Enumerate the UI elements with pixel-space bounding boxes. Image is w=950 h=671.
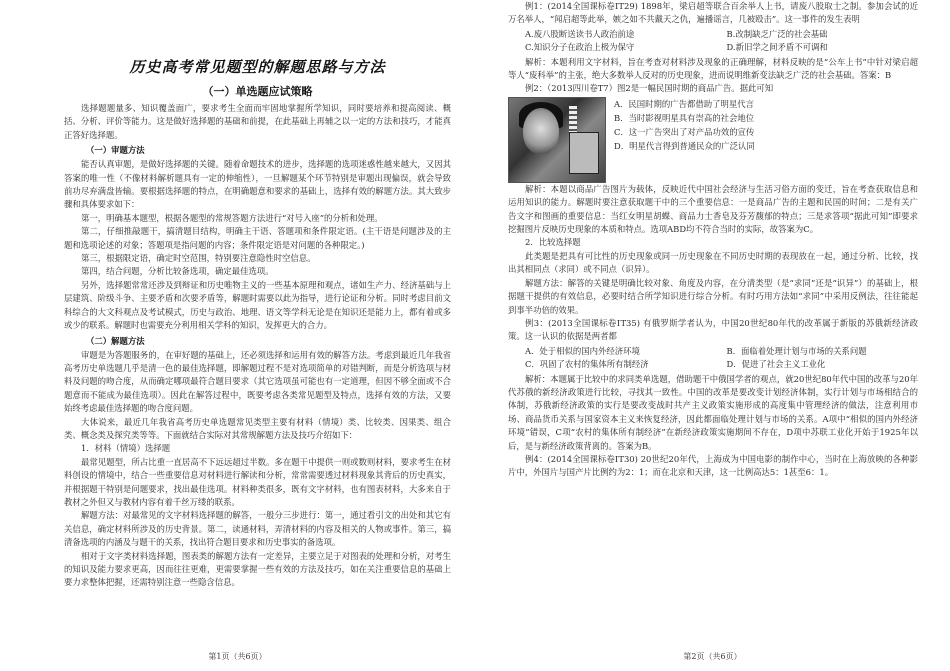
option: C．巩固了农村的集体所有制经济 — [525, 359, 649, 370]
option: D.新旧学之间矛盾不可调和 — [726, 42, 828, 53]
paragraph: 此类题是把具有可比性的历史现象或同一历史现象在不同历史时期的表现放在一起，通过分析、比较，找出其相同点（求同）或不同点（识异）。 — [508, 250, 918, 275]
paragraph: 解题方法：解答的关键是明确比较对象、角度及内容，在分清类型（是“求同”还是“识异”）的基础上，根据题干提供的有效信息，必要时结合所学知识进行综合分析。有时巧用方法如“求同”中采用反例法，往往能起到事半功倍的效果。 — [508, 277, 918, 315]
example-2-analysis: 解析：本题以商品广告图片为载体，反映近代中国社会经济与生活习俗方面的变迁，旨在考查获取信息和运用知识的能力。解题时要注意获取题干中的三个重要信息：一是商品广告的主题和民国的时间；二是有关广告文字和图画的重要信息：当红女明星胡蝶、商品力士香皂及芬芳馥郁的特点；三是求答项“据此可知”即要求挖掘图片反映历史现象的本质和特点。选项ABD均不符合当时的实际，故答案为C。 — [508, 183, 918, 235]
paragraph-heading: 2．比较选择题 — [525, 237, 581, 248]
intro-paragraph: 选择题题量多、知识覆盖面广，要求考生全面而牢固地掌握所学知识，同时要培养和提高阅读、概括、分析、评价等能力。这是做好选择题的基础和前提，在此基础上再辅之以一定的方法和技巧，才能真正答好选择题。 — [64, 103, 451, 140]
subsection-solving-method: （二）解题方法 — [86, 335, 145, 346]
option: B．面临着处理计划与市场的关系问题 — [726, 345, 867, 356]
paragraph: 审题是为答题服务的，在审好题的基础上，还必须选择和运用有效的解答方法。考虑到最近几年我省高考历史单选题几乎是清一色的最佳选择题，即解题过程不是对选项简单的对错判断，而是分析选项与材料及问题的吻合度，从而确定哪项最符合题目要求（其它选项虽可能也有一定道理，但因不够全面或不合题意而不能成为最佳选项）。因此在解答过程中，既要考虑各类常见题型及特点，选择有效的方法，又要始终考虑最佳选择题的吻合度问题。 — [64, 349, 451, 414]
paragraph: 相对于文字类材料选择题，图表类的解题方法有一定差异，主要立足于对图表的处理和分析，对考生的知识及能力要求更高，因而往往更难，更需要掌握一些有效的方法及技巧，如在关注重要信息的基础上要力求整体把握，还需特别注意一些隐含信息。 — [64, 550, 451, 588]
example-1-options — [525, 28, 918, 55]
example-1: 例1：(2014全国课标卷ⅠT29) 1898年，梁启超等联合百余举人上书，请废八股取士之制。参加会试的近万名举人，“闻启超等此举，嫉之如不共戴天之仇，遍播谣言，几被殴击”。这一事件的发生表明 — [508, 1, 918, 25]
option: B.改制缺乏广泛的社会基础 — [726, 28, 828, 39]
page-footer: 第1页（共6页） — [208, 652, 267, 661]
poster-face-shape — [523, 108, 559, 154]
paragraph: 解题方法：对最常见的文字材料选择题的解答，一般分三步进行：第一，通过看引文的出处和其它有关信息，确定材料所涉及的历史背景。第二，读通材料，弄清材料的内容及相关的人物或事件。第三，搞清备选项的内涵及与题干的关系，找出符合题目要求和历史事实的备选项。 — [64, 510, 451, 548]
poster-product-box — [569, 132, 599, 174]
subsection-reading-method: （一）审题方法 — [86, 145, 145, 156]
option: D．明星代言得到普通民众的广泛认同 — [614, 140, 755, 151]
paragraph: 最常见题型，所占比重一直居高不下远远超过半数。多在题干中提供一则或数则材料，要求考生在材料创设的情境中，结合一些重要信息对材料进行解读和分析，常常需要透过材料现象其背后的历史真实，并根据题干特别是问题要求，找出最佳选项。材料种类很多，既有文字材料，也有图表材料，大多来自于教材之外但又与教材内容有着千丝万缕的联系。 — [64, 456, 451, 507]
option: C．这一广告突出了对产品功效的宣传 — [614, 126, 755, 137]
paragraph: 第一，明确基本题型，根据各题型的常规答题方法进行“对号入座”的分析和处理。 — [81, 212, 383, 223]
paragraph: 另外，选择题常常还涉及到辩证和历史唯物主义的一些基本原理和观点，诸如生产力、经济基础与上层建筑、阶级斗争、主要矛盾和次要矛盾等，解题时需要以此为指导，进行论证和分析。同时考虑目前文科综合的大文科观点及考试模式，历史与政治、地理、语文等学科无论是在知识还是能力上，都有着或多或少的联系。解题时也需要充分利用相关学科的知识，发挥更大的合力。 — [64, 279, 451, 331]
option: D．促进了社会主义工业化 — [726, 359, 826, 370]
example-2: 例2：（2013四川卷T7）图2是一幅民国时期的商品广告。据此可知 — [525, 83, 774, 94]
option: A.废八股断送读书人政治前途 — [525, 28, 635, 39]
paragraph: 第二，仔细推敲题干，搞清题目结构，明确主干语、答题项和条件限定语。(主干语是问题涉及的主题和选项论述的对象；答题项是指问题的内容；条件限定语是对问题的各种限定。) — [64, 226, 451, 250]
example-3-analysis: 解析：本题属于比较中的求同类单选题，借助题干中俄国学者的观点，就20世纪80年代中国的改革与20年代苏俄的新经济政策进行比较，寻找其一致性。中国的改革是要改变计划经济体制，实行计划与市场相结合的体制，苏俄新经济政策的实行是要改变战时共产主义政策实施形成的高度集中管理经济的做法，注意利用市场、商品货币关系与国家资本主义来恢复经济，因此都面临处理计划与市场的关系。A项中“相似的国内外经济环境”错误，C项“农村的集体所有制经济”在新经济政策实施期间不存在，D项中苏联工业化开始于1925年以后，是与新经济政策背离的。答案为B。 — [508, 373, 918, 451]
option: A．民国时期的广告都借助了明星代言 — [614, 98, 755, 109]
document-title: 历史高考常见题型的解题思路与方法 — [129, 58, 386, 76]
example-3: 例3：(2013全国课标卷ⅠT35) 有俄罗斯学者认为，中国20世纪80年代的改革属于新版的苏俄新经济政策。这一认识的依据是两者都 — [508, 317, 918, 342]
page-footer: 第2页（共6页） — [683, 652, 742, 661]
example-3-options — [525, 345, 918, 372]
paragraph: 能否认真审题，是做好选择题的关键。随着命题技术的进步，选择题的选项迷惑性越来越大，又因其答案的唯一性（不像材料解析题具有一定的伸缩性），一旦解题某个环节特别是审题出现偏误，就会导致前功尽弃满盘皆输。要根据选择题的特点，在明确题意和要求的基础上，选择有效的解题方法。其大致步骤和具体要求如下： — [64, 159, 451, 210]
example-2-options — [614, 97, 755, 183]
paragraph: 第四，结合问题，分析比较备选项，确定最佳选项。 — [81, 266, 274, 277]
example-1-analysis: 解析：本题利用文字材料，旨在考查对材料涉及现象的正确理解，材料反映的是“公车上书”中针对梁启超等人“废科举”的主张，绝大多数举人反对的历史现象，进而说明维新变法缺乏广泛的社会基础。答案：B — [508, 56, 918, 81]
paragraph-heading: 1．材料（情境）选择题 — [81, 443, 171, 454]
option: C.知识分子在政治上极为保守 — [525, 42, 635, 53]
paragraph: 大体说来，最近几年我省高考历史单选题常见类型主要有材料（情境）类、比较类、因果类、组合类、概念类及探究类等等。下面就结合实际对其常规解题方法及技巧介绍如下： — [64, 416, 451, 440]
advertisement-image — [508, 97, 606, 183]
page-right — [475, 0, 950, 671]
option: B．当时影视明星具有崇高的社会地位 — [614, 112, 755, 123]
section-title-single-choice: （一）单选题应试策略 — [202, 85, 313, 98]
option: A．处于相似的国内外经济环境 — [525, 345, 640, 356]
paragraph: 第三，根据限定语，确定时空范围，特别要注意隐性时空信息。 — [81, 253, 316, 264]
example-4: 例4：(2014全国课标卷ⅠT30) 20世纪20年代，上海成为中国电影的制作中心，当时在上海放映的各种影片中，外国片与国产片比例约为2：1；而在北京和天津，这一比例高达5：1甚至6：1。 — [508, 453, 918, 478]
example-2-block — [508, 97, 918, 183]
